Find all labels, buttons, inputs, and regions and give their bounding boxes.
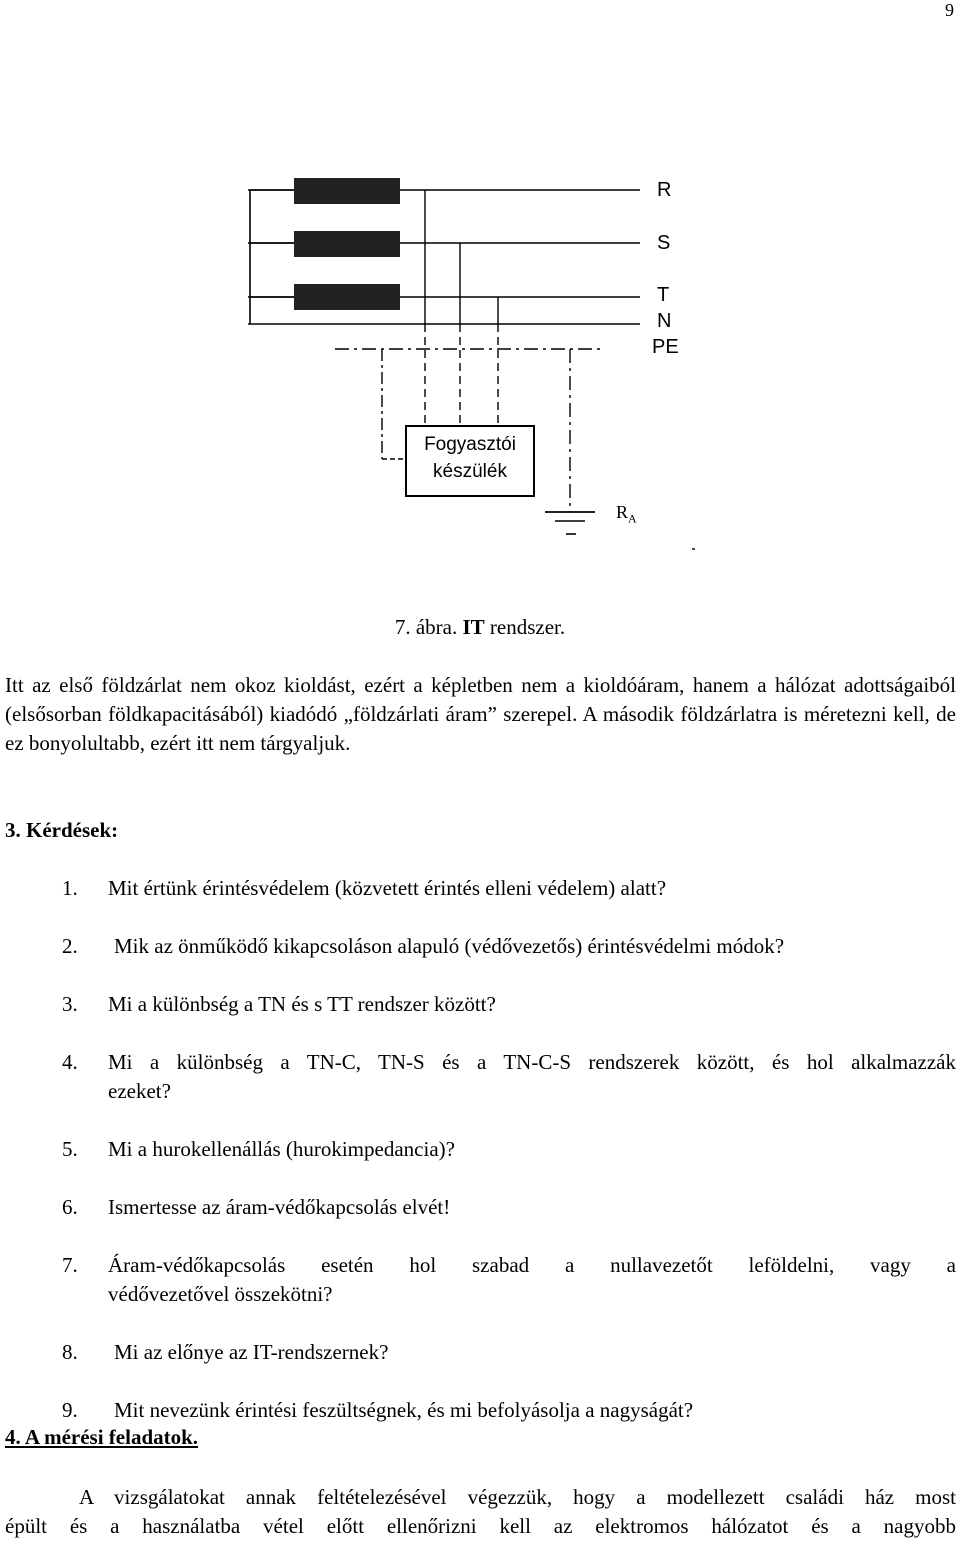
label-pe: PE xyxy=(652,336,679,358)
measurement-intro: A vizsgálatokat annak feltételezésével végezzük, hogy a modellezett családi ház most épült és a használatba vétel előtt ellenőrizni kell az elektromos hálózatot és a nagyobb xyxy=(5,1485,956,1538)
measurement-title: 4. A mérési feladatok. xyxy=(5,1425,199,1449)
question-item: 3. Mi a különbség a TN és s TT rendszer között? xyxy=(62,992,496,1016)
label-t: T xyxy=(657,284,670,306)
question-item: 5. Mi a hurokellenállás (hurokimpedancia)? xyxy=(62,1137,455,1161)
device-label-line1: Fogyasztói xyxy=(424,434,516,455)
resistor-label: $R_A$ xyxy=(616,502,637,526)
question-item: 6. Ismertesse az áram-védőkapcsolás elvét! xyxy=(62,1195,451,1219)
question-item: 2. Mik az önműködő kikapcsoláson alapuló (védővezetős) érintésvédelmi módok? xyxy=(62,934,785,958)
winding-t xyxy=(294,284,400,310)
device-label-line2: készülék xyxy=(433,461,507,482)
question-item: 1. Mit értünk érintésvédelem (közvetett érintés elleni védelem) alatt? xyxy=(62,876,667,900)
questions-title: 3. Kérdések: xyxy=(5,818,119,842)
winding-r xyxy=(294,178,400,204)
label-s: S xyxy=(657,232,671,254)
question-item: 7. Áram-védőkapcsolás esetén hol szabad a nullavezetőt leföldelni, vagy a védővezetővel összekötni? xyxy=(62,1253,956,1306)
figure-caption: 7. ábra. IT rendszer. xyxy=(394,615,566,639)
body-paragraph: Itt az első földzárlat nem okoz kioldást, ezért a képletben nem a kioldóáram, hanem a hálózat adottságaiból (elsősorban földkapacitásából) kiadódó „földzárlati áram” szerepel. A második földzárlatra is méretezni kell, de ez bonyolultabb, ezért itt nem tárgyaljuk. xyxy=(5,673,956,755)
page-number: 9 xyxy=(945,0,954,20)
it-system-diagram xyxy=(0,150,960,590)
label-n: N xyxy=(657,310,672,332)
question-item: 9. Mit nevezünk érintési feszültségnek, és mi befolyásolja a nagyságát? xyxy=(62,1398,694,1422)
consumer-device-box xyxy=(405,425,535,497)
question-item: 8. Mi az előnye az IT-rendszernek? xyxy=(62,1340,389,1364)
question-item: 4. Mi a különbség a TN-C, TN-S és a TN-C-S rendszerek között, és hol alkalmazzák ezeket? xyxy=(62,1050,956,1103)
label-r: R xyxy=(657,179,672,201)
winding-s xyxy=(294,231,400,257)
circuit-diagram-drawing xyxy=(0,150,960,590)
